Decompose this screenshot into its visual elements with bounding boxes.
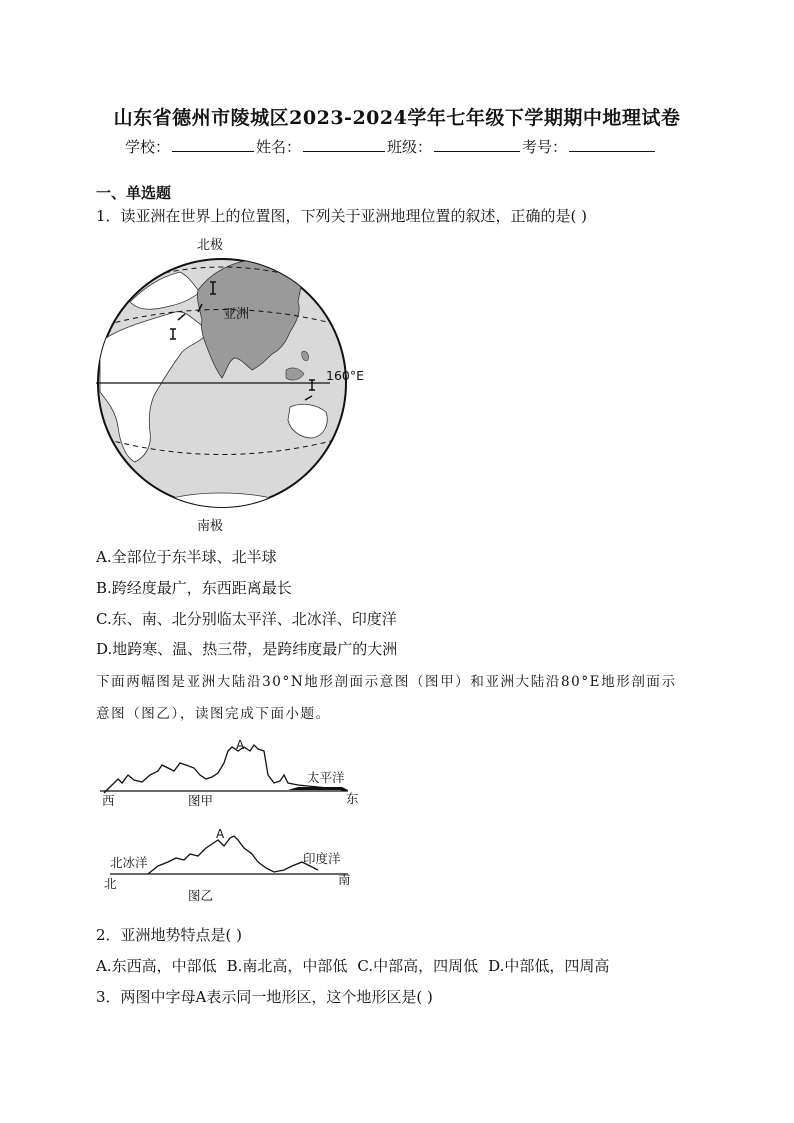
q2-option-d[interactable]: D.中部低，四周高 — [488, 957, 610, 975]
asia-label: 亚洲 — [222, 307, 250, 322]
yi-terrain-line — [148, 836, 318, 874]
passage-line-1: 下面两幅图是亚洲大陆沿30°N地形剖面示意图（图甲）和亚洲大陆沿80°E地形剖面示 — [96, 674, 677, 690]
yi-north-label: 北 — [104, 876, 117, 891]
yi-peak-label: A — [216, 827, 225, 841]
q1-option-b[interactable]: B.跨经度最广，东西距离最长 — [96, 579, 292, 597]
q2-option-c[interactable]: C.中部高，四周低 — [357, 957, 479, 975]
yi-indian-label: 印度洋 — [303, 851, 341, 866]
yi-caption: 图乙 — [188, 888, 214, 903]
class-label: 班级： — [387, 138, 433, 156]
asia-globe-map — [90, 232, 380, 537]
section-heading: 一、单选题 — [96, 184, 172, 202]
student-info-line — [125, 136, 657, 157]
jia-peak-label: A — [236, 738, 245, 752]
name-label: 姓名： — [256, 138, 302, 156]
page-title: 山东省德州市陵城区2023-2024学年七年级下学期期中地理试卷 — [113, 107, 681, 129]
south-pole-label: 南极 — [196, 519, 224, 534]
jia-terrain-line — [104, 745, 348, 793]
profile-figure-yi — [98, 822, 368, 907]
exam-no-label: 考号： — [522, 138, 568, 156]
profile-figure-jia — [98, 735, 368, 810]
name-blank[interactable] — [303, 137, 385, 152]
q3-stem: 3．两图中字母A表示同一地形区，这个地形区是( ) — [96, 988, 433, 1006]
q2-option-b[interactable]: B.南北高，中部低 — [226, 957, 348, 975]
q1-option-c[interactable]: C.东、南、北分别临太平洋、北冰洋、印度洋 — [96, 610, 397, 628]
q1-stem: 1．读亚洲在世界上的位置图，下列关于亚洲地理位置的叙述，正确的是( ) — [96, 207, 588, 225]
q2-options — [96, 955, 609, 976]
exam-no-blank[interactable] — [569, 137, 655, 152]
yi-south-label: 南 — [338, 872, 351, 887]
jia-east-label: 东 — [346, 791, 359, 806]
jia-west-label: 西 — [102, 793, 115, 808]
q2-option-a[interactable]: A.东西高，中部低 — [96, 957, 217, 975]
yi-arctic-label: 北冰洋 — [110, 855, 148, 870]
jia-ocean-label: 太平洋 — [307, 770, 345, 785]
school-label: 学校： — [125, 138, 171, 156]
q1-option-d[interactable]: D.地跨寒、温、热三带，是跨纬度最广的大洲 — [96, 640, 398, 658]
meridian-label: 160°E — [326, 368, 365, 383]
jia-ocean-fill — [288, 787, 348, 790]
q1-option-a[interactable]: A.全部位于东半球、北半球 — [96, 548, 277, 566]
q2-stem: 2．亚洲地势特点是( ) — [96, 926, 243, 944]
north-pole-label: 北极 — [196, 238, 224, 253]
passage-line-2: 意图（图乙），读图完成下面小题。 — [96, 706, 331, 722]
class-blank[interactable] — [434, 137, 520, 152]
school-blank[interactable] — [172, 137, 254, 152]
jia-caption: 图甲 — [188, 793, 214, 808]
